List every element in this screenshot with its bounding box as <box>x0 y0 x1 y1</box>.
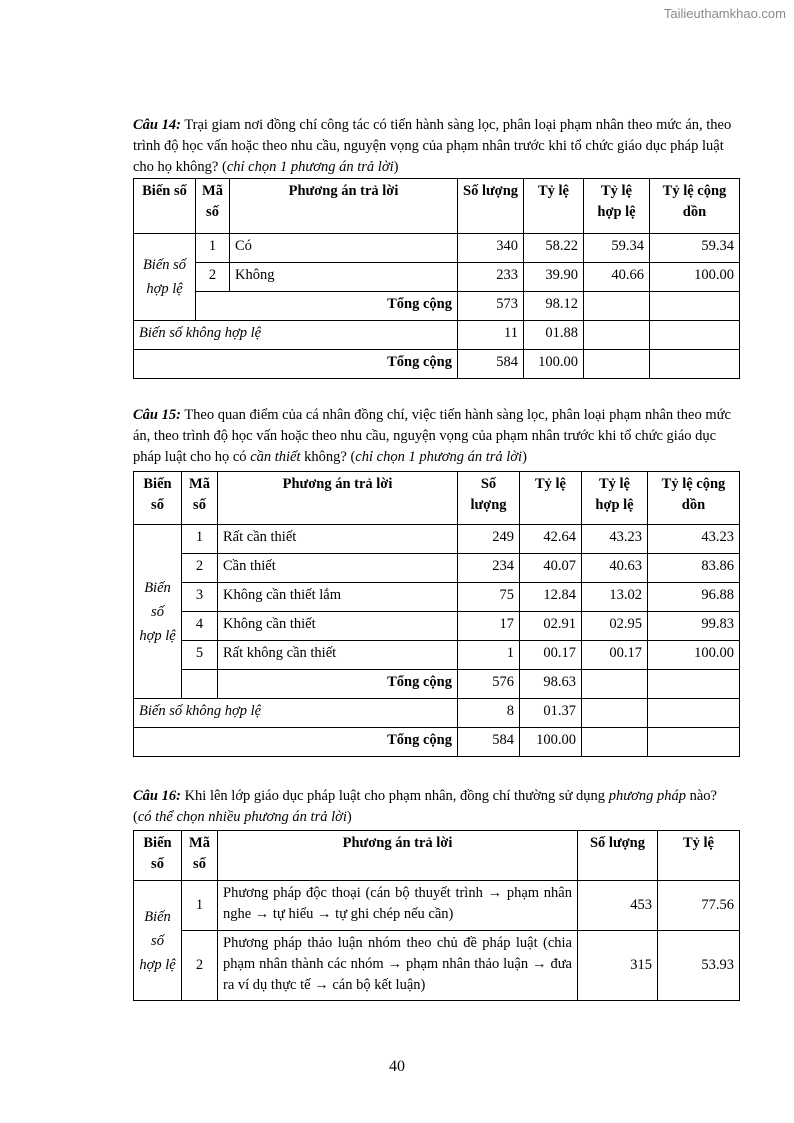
pct-cell: 98.63 <box>520 670 582 699</box>
cum-pct-cell: 83.86 <box>648 554 740 583</box>
table-header-row <box>134 179 740 234</box>
header-cell: Tỷ lệ <box>520 472 582 525</box>
subtotal-row <box>134 670 740 699</box>
invalid-label: Biến số không hợp lệ <box>134 321 458 350</box>
cum-pct-cell: 99.83 <box>648 612 740 641</box>
code-cell: 4 <box>182 612 218 641</box>
page-number: 40 <box>389 1058 405 1075</box>
code-cell: 2 <box>182 931 218 1001</box>
question-15-label: Câu 15: <box>133 407 181 423</box>
answer-cell: Phương pháp thảo luận nhóm theo chủ đề pháp luật (chia phạm nhân thành các nhóm → phạm nhân thảo luận → đưa ra ví dụ thực tế → cán bộ kết luận) <box>218 931 578 1001</box>
code-cell: 1 <box>182 881 218 931</box>
answer-cell: Có <box>230 234 458 263</box>
valid-pct-cell: 40.66 <box>584 263 650 292</box>
pct-cell: 77.56 <box>658 881 740 931</box>
header-cell: Phương án trả lời <box>218 831 578 881</box>
count-cell: 75 <box>458 583 520 612</box>
table-row <box>134 931 740 1001</box>
count-cell: 1 <box>458 641 520 670</box>
count-cell: 573 <box>458 292 524 321</box>
code-cell: 5 <box>182 641 218 670</box>
answer-cell: Không <box>230 263 458 292</box>
answer-cell: Rất cần thiết <box>218 525 458 554</box>
pct-cell: 00.17 <box>520 641 582 670</box>
valid-group-label: Biến số hợp lệ <box>134 881 182 1001</box>
total-row <box>134 728 740 757</box>
question-14-label: Câu 14: <box>133 117 181 133</box>
valid-pct-cell: 02.95 <box>582 612 648 641</box>
pct-cell: 53.93 <box>658 931 740 1001</box>
count-cell: 234 <box>458 554 520 583</box>
header-cell: Tỷ lệ <box>658 831 740 881</box>
count-cell: 233 <box>458 263 524 292</box>
answer-cell: Phương pháp độc thoại (cán bộ thuyết trình → phạm nhân nghe → tự hiểu → tự ghi chép nếu cần) <box>218 881 578 931</box>
table-row <box>134 554 740 583</box>
header-cell: Biến số <box>134 472 182 525</box>
total-label: Tổng cộng <box>134 728 458 757</box>
answer-cell: Không cần thiết lắm <box>218 583 458 612</box>
total-row <box>134 350 740 379</box>
question-14-table <box>133 178 740 379</box>
table-row <box>134 234 740 263</box>
pct-cell: 40.07 <box>520 554 582 583</box>
table-header-row <box>134 472 740 525</box>
valid-pct-cell: 40.63 <box>582 554 648 583</box>
answer-cell: Rất không cần thiết <box>218 641 458 670</box>
question-15-text: Câu 15: Theo quan điểm của cá nhân đồng chí, việc tiến hành sàng lọc, phân loại phạm nhân theo mức án, theo trình độ học vấn hoặc theo nhu cầu, nguyện vọng của phạm nhân trước khi tổ chức giáo dục pháp luật cho họ có cần thiết không? (chỉ chọn 1 phương án trả lời) <box>133 407 731 465</box>
empty-cell <box>582 699 648 728</box>
question-16-table <box>133 830 740 1001</box>
pct-cell: 02.91 <box>520 612 582 641</box>
empty-cell <box>584 350 650 379</box>
table-row <box>134 881 740 931</box>
empty-cell <box>182 670 218 699</box>
header-cell: Số lượng <box>458 179 524 234</box>
invalid-row <box>134 699 740 728</box>
question-16-text: Câu 16: Khi lên lớp giáo dục pháp luật cho phạm nhân, đồng chí thường sử dụng phương pháp nào? (có thể chọn nhiều phương án trả lời) <box>133 788 717 825</box>
empty-cell <box>584 321 650 350</box>
answer-cell: Cần thiết <box>218 554 458 583</box>
question-14-text: Câu 14: Trại giam nơi đồng chí công tác có tiến hành sàng lọc, phân loại phạm nhân theo mức án, theo trình độ học vấn hoặc theo nhu cầu, nguyện vọng của phạm nhân trước khi tổ chức giáo dục pháp luật cho họ không? (chỉ chọn 1 phương án trả lời) <box>133 117 732 175</box>
empty-cell <box>648 699 740 728</box>
header-cell: Phương án trả lời <box>230 179 458 234</box>
invalid-row <box>134 321 740 350</box>
empty-cell <box>650 321 740 350</box>
valid-group-label: Biến số hợp lệ <box>134 525 182 699</box>
code-cell: 1 <box>182 525 218 554</box>
header-cell: Số lượng <box>578 831 658 881</box>
cum-pct-cell: 96.88 <box>648 583 740 612</box>
code-cell: 3 <box>182 583 218 612</box>
question-16-label: Câu 16: <box>133 788 181 804</box>
pct-cell: 58.22 <box>524 234 584 263</box>
cum-pct-cell: 43.23 <box>648 525 740 554</box>
empty-cell <box>582 670 648 699</box>
table-row <box>134 641 740 670</box>
pct-cell: 01.88 <box>524 321 584 350</box>
pct-cell: 98.12 <box>524 292 584 321</box>
header-cell: Biến số <box>134 831 182 881</box>
header-cell: Tỷ lệ <box>524 179 584 234</box>
header-cell: Mã số <box>196 179 230 234</box>
valid-pct-cell: 59.34 <box>584 234 650 263</box>
count-cell: 17 <box>458 612 520 641</box>
count-cell: 453 <box>578 881 658 931</box>
valid-pct-cell: 00.17 <box>582 641 648 670</box>
empty-cell <box>648 728 740 757</box>
pct-cell: 100.00 <box>524 350 584 379</box>
code-cell: 1 <box>196 234 230 263</box>
empty-cell <box>650 292 740 321</box>
count-cell: 8 <box>458 699 520 728</box>
count-cell: 11 <box>458 321 524 350</box>
subtotal-label: Tổng cộng <box>196 292 458 321</box>
table-header-row <box>134 831 740 881</box>
subtotal-row <box>134 292 740 321</box>
header-cell: Tỷ lệ cộng dồn <box>648 472 740 525</box>
header-cell: Phương án trả lời <box>218 472 458 525</box>
pct-cell: 42.64 <box>520 525 582 554</box>
count-cell: 584 <box>458 350 524 379</box>
count-cell: 576 <box>458 670 520 699</box>
header-cell: Mã số <box>182 831 218 881</box>
watermark: Tailieuthamkhao.com <box>663 6 786 21</box>
cum-pct-cell: 100.00 <box>650 263 740 292</box>
valid-pct-cell: 43.23 <box>582 525 648 554</box>
question-15-table <box>133 471 740 757</box>
pct-cell: 01.37 <box>520 699 582 728</box>
pct-cell: 12.84 <box>520 583 582 612</box>
count-cell: 249 <box>458 525 520 554</box>
valid-pct-cell: 13.02 <box>582 583 648 612</box>
code-cell: 2 <box>196 263 230 292</box>
header-cell: Số lượng <box>458 472 520 525</box>
table-row <box>134 263 740 292</box>
answer-cell: Không cần thiết <box>218 612 458 641</box>
count-cell: 315 <box>578 931 658 1001</box>
table-row <box>134 583 740 612</box>
empty-cell <box>648 670 740 699</box>
invalid-label: Biến số không hợp lệ <box>134 699 458 728</box>
total-label: Tổng cộng <box>134 350 458 379</box>
pct-cell: 39.90 <box>524 263 584 292</box>
pct-cell: 100.00 <box>520 728 582 757</box>
empty-cell <box>582 728 648 757</box>
cum-pct-cell: 100.00 <box>648 641 740 670</box>
count-cell: 340 <box>458 234 524 263</box>
empty-cell <box>650 350 740 379</box>
count-cell: 584 <box>458 728 520 757</box>
code-cell: 2 <box>182 554 218 583</box>
subtotal-label: Tổng cộng <box>218 670 458 699</box>
table-row <box>134 525 740 554</box>
cum-pct-cell: 59.34 <box>650 234 740 263</box>
table-row <box>134 612 740 641</box>
header-cell: Tỷ lệ hợp lệ <box>582 472 648 525</box>
header-cell: Tỷ lệ cộng dồn <box>650 179 740 234</box>
empty-cell <box>584 292 650 321</box>
header-cell: Biến số <box>134 179 196 234</box>
valid-group-label: Biến số hợp lệ <box>134 234 196 321</box>
header-cell: Mã số <box>182 472 218 525</box>
header-cell: Tỷ lệ hợp lệ <box>584 179 650 234</box>
